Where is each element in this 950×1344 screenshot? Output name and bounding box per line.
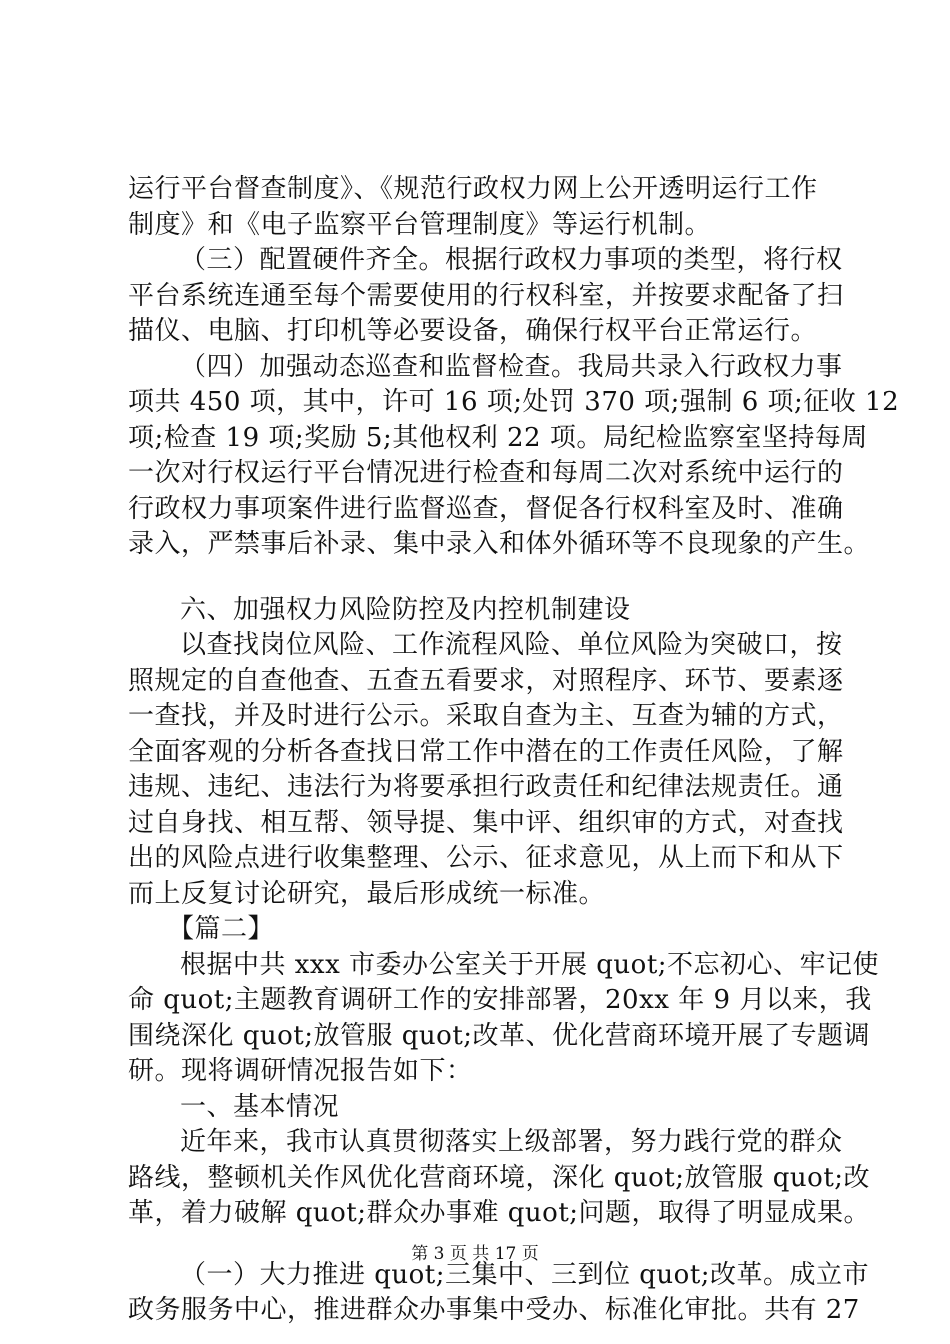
text-line: 命 quot;主题教育调研工作的安排部署，20xx 年 9 月以来，我 xyxy=(128,985,872,1015)
text-line: 而上反复讨论研究，最后形成统一标准。 xyxy=(128,878,606,909)
page-number-footer: 第 3 页 共 17 页 xyxy=(411,1244,539,1264)
text-line: （一）大力推进 quot;三集中、三到位 quot;改革。成立市 xyxy=(180,1259,870,1290)
document-body xyxy=(128,172,900,1329)
text-line: 平台系统连通至每个需要使用的行权科室，并按要求配备了扫 xyxy=(128,280,844,311)
text-line: 一次对行权运行平台情况进行检查和每周二次对系统中运行的 xyxy=(128,458,844,488)
section-heading: 六、加强权力风险防控及内控机制建设 xyxy=(180,594,631,625)
text-line: 研。现将调研情况报告如下： xyxy=(128,1056,473,1086)
text-line: （四）加强动态巡查和监督检查。我局共录入行政权力事 xyxy=(180,351,843,382)
text-line: 路线，整顿机关作风优化营商环境，深化 quot;放管服 quot;改 xyxy=(128,1162,871,1193)
text-line: 政务服务中心，推进群众办事集中受办、标准化审批。共有 27 xyxy=(128,1295,860,1325)
section-heading: 一、基本情况 xyxy=(180,1091,340,1122)
text-line: 以查找岗位风险、工作流程风险、单位风险为突破口，按 xyxy=(180,630,843,660)
text-line: 项共 450 项，其中，许可 16 项;处罚 370 项;强制 6 项;征收 12 xyxy=(128,387,900,417)
text-line: 围绕深化 quot;放管服 quot;改革、优化营商环境开展了专题调 xyxy=(128,1020,871,1051)
text-line: 运行平台督查制度》、《规范行政权力网上公开透明运行工作 xyxy=(128,174,818,204)
part-heading: 【篇二】 xyxy=(168,914,275,944)
text-line: （三）配置硬件齐全。根据行政权力事项的类型，将行权 xyxy=(180,245,843,275)
text-line: 过自身找、相互帮、领导提、集中评、组织审的方式，对查找 xyxy=(128,807,844,838)
text-line: 根据中共 xxx 市委办公室关于开展 quot;不忘初心、牢记使 xyxy=(180,949,880,980)
text-line: 全面客观的分析各查找日常工作中潜在的工作责任风险，了解 xyxy=(128,736,844,767)
text-line: 近年来，我市认真贯彻落实上级部署，努力践行党的群众 xyxy=(180,1127,843,1157)
text-line: 录入，严禁事后补录、集中录入和体外循环等不良现象的产生。 xyxy=(128,529,871,559)
text-line: 行政权力事项案件进行监督巡查，督促各行权科室及时、准确 xyxy=(128,493,844,524)
text-line: 制度》和《电子监察平台管理制度》等运行机制。 xyxy=(128,209,712,240)
text-line: 一查找，并及时进行公示。采取自查为主、互查为辅的方式， xyxy=(128,701,844,731)
text-line: 照规定的自查他查、五查五看要求，对照程序、环节、要素逐 xyxy=(128,665,844,696)
text-line: 描仪、电脑、打印机等必要设备，确保行权平台正常运行。 xyxy=(128,316,818,346)
paragraph-gap xyxy=(128,563,838,593)
text-line: 革，着力破解 quot;群众办事难 quot;问题，取得了明显成果。 xyxy=(128,1198,871,1228)
text-line: 违规、违纪、违法行为将要承担行政责任和纪律法规责任。通 xyxy=(128,772,844,802)
text-line: 项;检查 19 项;奖励 5;其他权利 22 项。局纪检监察室坚持每周 xyxy=(128,422,868,453)
text-line: 出的风险点进行收集整理、公示、征求意见，从上而下和从下 xyxy=(128,843,844,873)
